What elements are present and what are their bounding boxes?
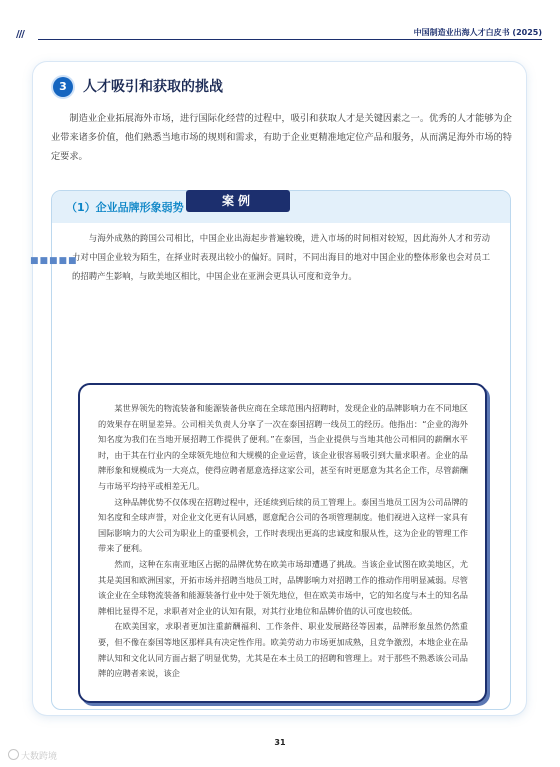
case-text — [98, 401, 468, 682]
case-box — [78, 383, 487, 703]
section-number-badge: 3 — [53, 77, 73, 97]
case-paragraph-4: 在欧美国家，求职者更加注重薪酬福利、工作条件、职业发展路径等因素，品牌形象虽然仍然重要，但不像在泰国等地区那样具有决定性作用。欧美劳动力市场更加成熟，且竞争激烈，本地企业在品牌认知和文化认同方面占据了明显优势，尤其是在本土员工的招聘和管理上。对于那些不熟悉该公司品牌的应聘者来说，该企 — [98, 621, 468, 679]
header-slashes: /// — [16, 29, 24, 40]
page-header — [16, 27, 542, 43]
case-paragraph-2: 这种品牌优势不仅体现在招聘过程中，还延续到后续的员工管理上。泰国当地员工因为公司品牌的知名度和全球声誉，对企业文化更有认同感，愿意配合公司的各项管理制度。他们视进入这样一家具有国际影响力的大公司为职业上的重要机会，工作时表现出更高的忠诚度和服从性，这为企业的管理工作带来了便利。 — [98, 496, 468, 554]
watermark-logo-text: 大数跨境 — [21, 752, 58, 762]
section-intro: 制造业企业拓展海外市场，进行国际化经营的过程中，吸引和获取人才是关键因素之一。优秀的人才能够为企业带来诸多价值，他们熟悉当地市场的规则和需求，有助于企业更精准地定位产品和服务，从而满足海外市场的特定要求。 — [51, 113, 512, 162]
watermark-logo-icon — [8, 749, 19, 760]
case-paragraph-3: 然而，这种在东南亚地区占据的品牌优势在欧美市场却遭遇了挑战。当该企业试图在欧美地区，尤其是美国和欧洲国家，开拓市场并招聘当地员工时，品牌影响力对招聘工作的推动作用明显减弱。尽管该企业在全球物流装备和能源装备行业中处于领先地位，但在欧美市场中，它的知名度与本土的知名品牌相比显得不足，求职者对企业的认知有限，对其行业地位和品牌价值的认可度也较低。 — [98, 558, 468, 616]
page-number: 31 — [274, 738, 286, 747]
watermark-logo — [8, 749, 57, 762]
content-card — [33, 62, 526, 715]
report-title: 中国制造业出海人才白皮书 (2025) — [408, 27, 542, 38]
subsection-title: （1）企业品牌形象弱势 — [66, 201, 184, 214]
case-tab-label: 案例 — [186, 190, 290, 212]
case-decor-dots: ■■■■■ — [30, 256, 78, 266]
section-title: 人才吸引和获取的挑战 — [83, 79, 223, 95]
header-rule — [38, 39, 542, 40]
subsection-panel — [51, 190, 511, 710]
subsection-body: 与海外成熟的跨国公司相比，中国企业出海起步普遍较晚，进入市场的时间相对较短，因此海外人才和劳动力对中国企业较为陌生，在择业时表现出较小的偏好。同时，不同出海目的地对中国企业的整体形象也会对员工的招聘产生影响，与欧美地区相比，中国企业在亚洲会更具认可度和竞争力。 — [72, 233, 490, 281]
case-paragraph-1: 某世界领先的物流装备和能源装备供应商在全球范围内招聘时，发现企业的品牌影响力在不同地区的效果存在明显差异。公司相关负责人分享了一次在泰国招聘一线员工的经历。他指出：“企业的海外知名度为我们在当地开展招聘工作提供了便利。”在泰国，当企业提供与当地其他公司相同的薪酬水平时，由于其在行业内的全球领先地位和大规模的企业运营，该企业很容易吸引到大量求职者。企业的品牌形象和规模成为一大亮点，使得应聘者愿意选择这家公司，甚至有时更愿意为其名企工作，尽管薪酬与市场平均持平或相差无几。 — [98, 403, 468, 491]
